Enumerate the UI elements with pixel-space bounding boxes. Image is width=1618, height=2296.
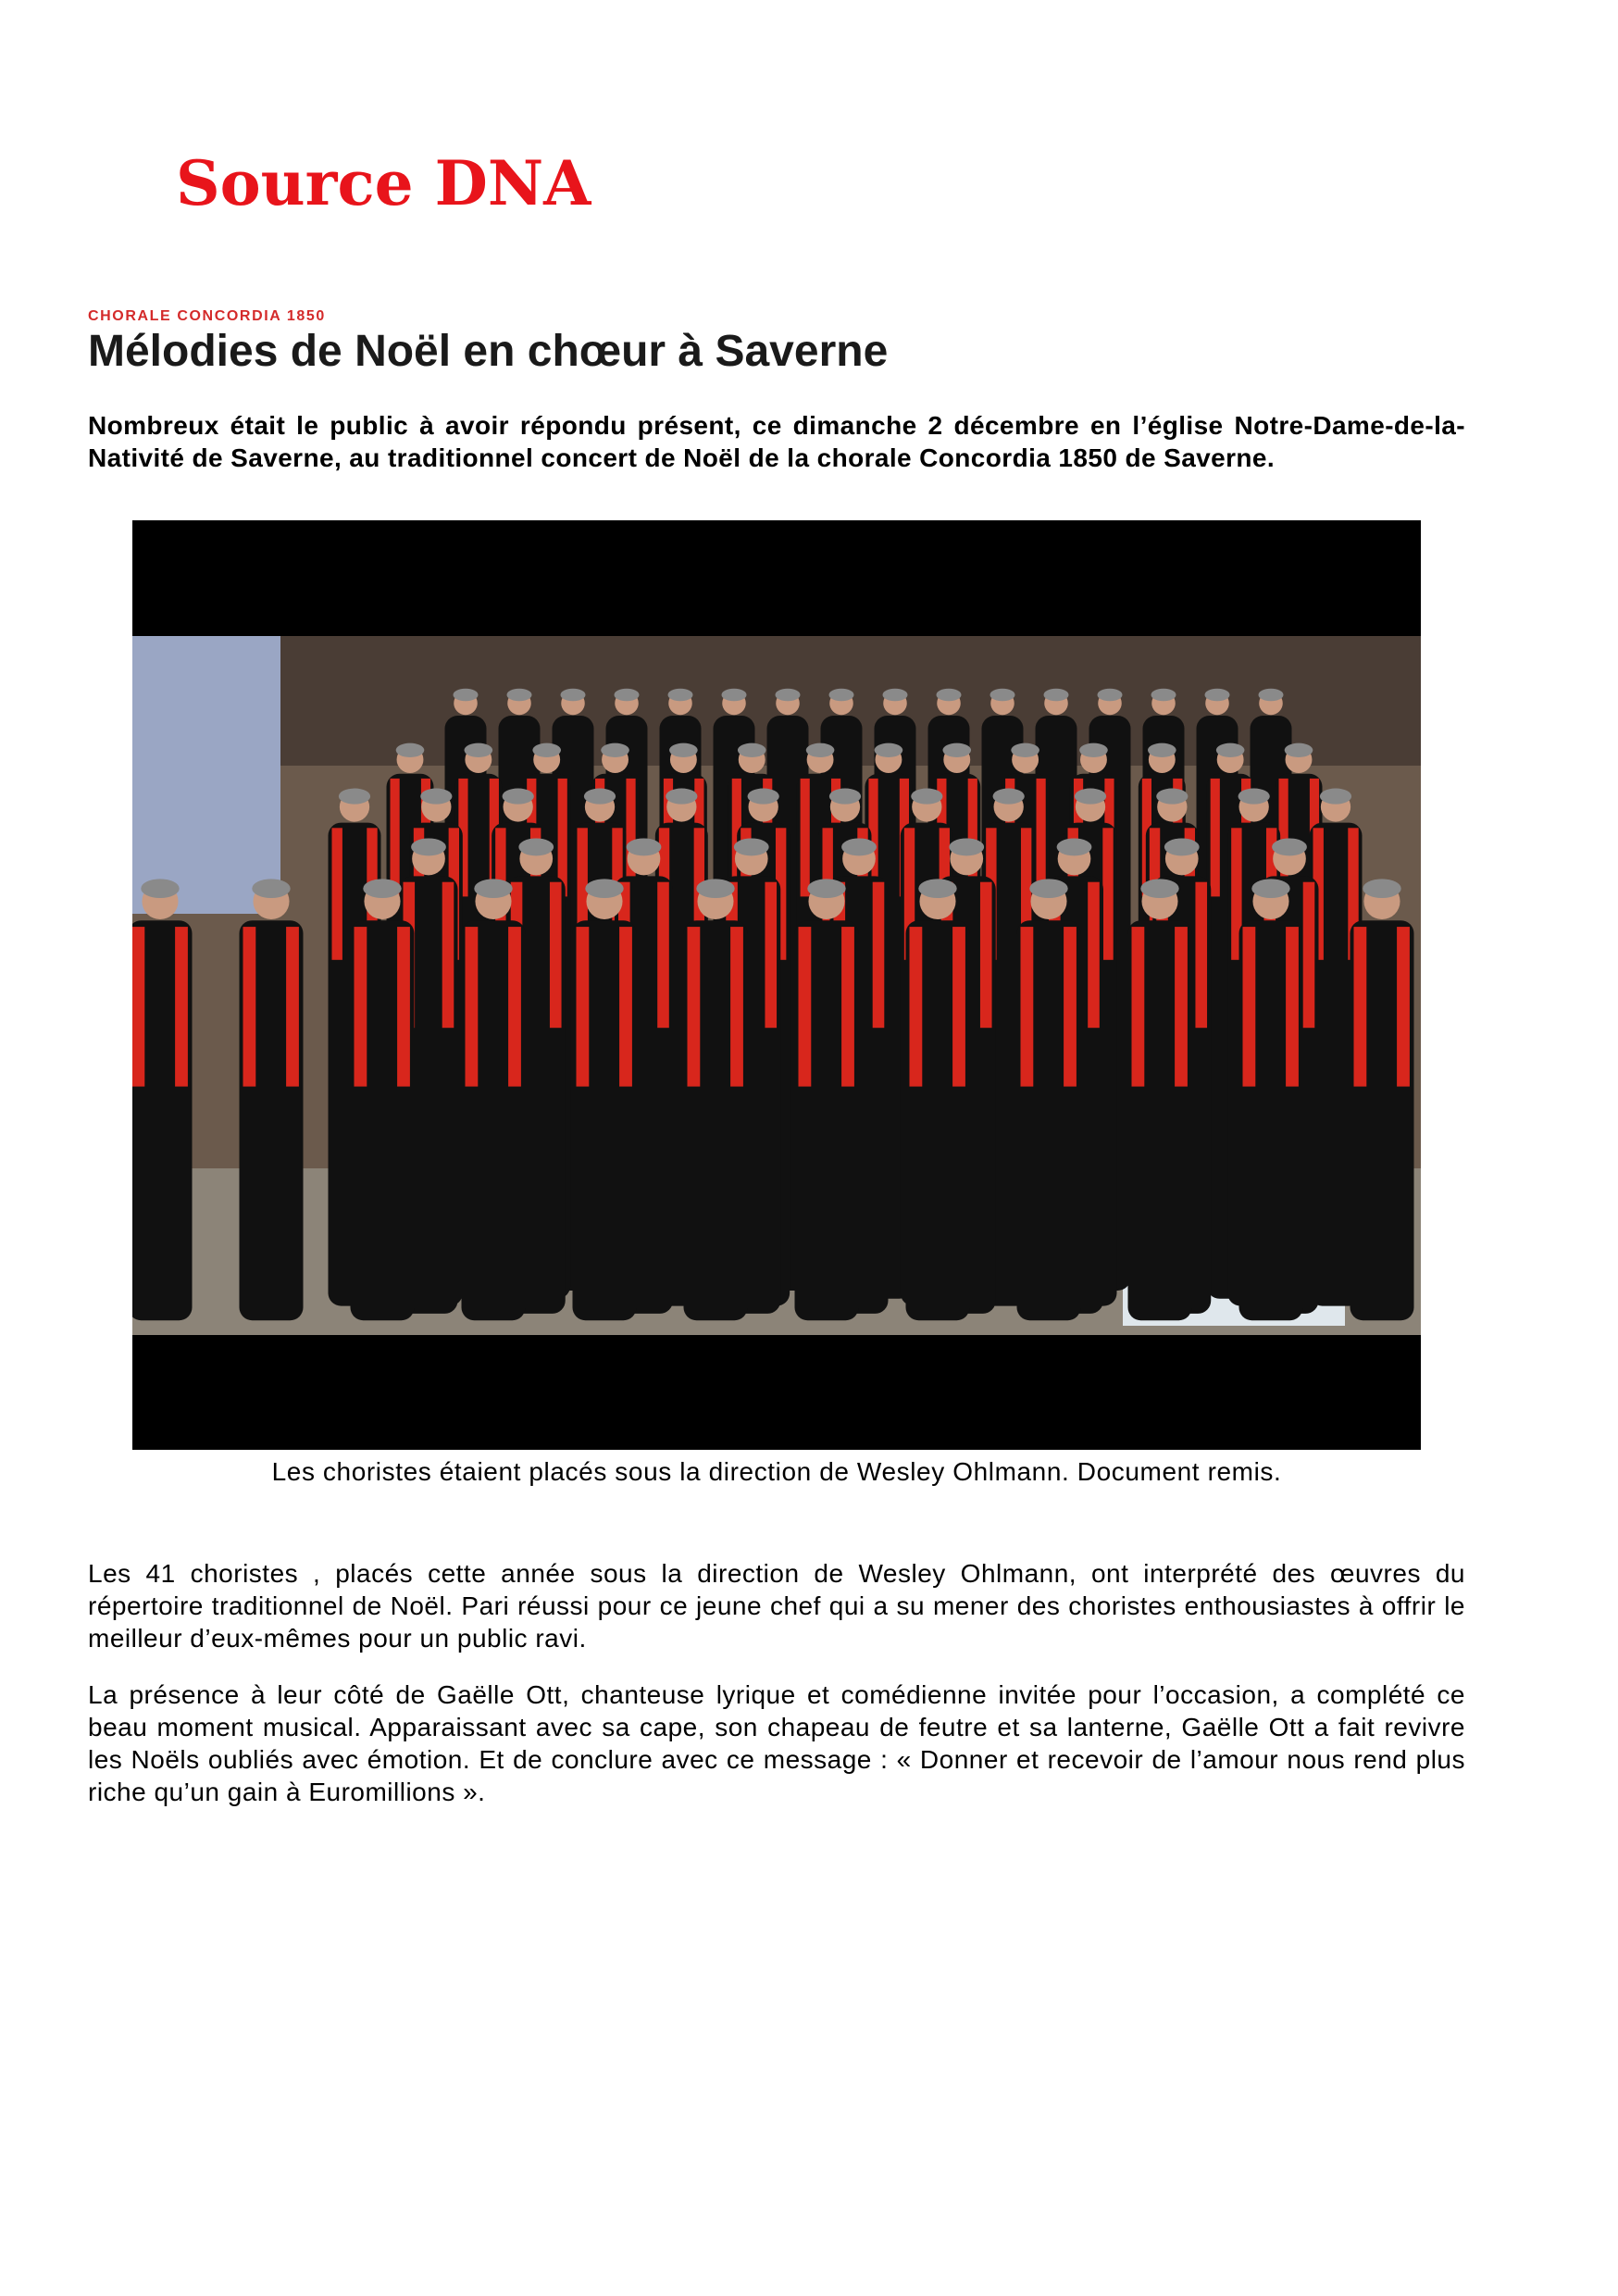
choir-member-hair <box>993 789 1025 805</box>
red-scarf <box>1037 779 1046 897</box>
red-scarf <box>1286 927 1299 1087</box>
choir-member-hair <box>942 743 971 757</box>
choir-member-hair <box>1259 689 1284 702</box>
choir-member-hair <box>1075 789 1106 805</box>
red-scarf <box>175 927 188 1087</box>
choir-member-hair <box>918 879 956 898</box>
red-scarf <box>657 882 669 1028</box>
choir-member-hair <box>937 689 962 702</box>
choir-member-hair <box>1363 879 1400 898</box>
article-kicker: CHORALE CONCORDIA 1850 <box>88 308 326 324</box>
choir-member-hair <box>585 879 623 898</box>
choir-member-hair <box>734 838 769 855</box>
choir-member-hair <box>1079 743 1108 757</box>
red-scarf <box>243 927 256 1087</box>
choir-member-hair <box>363 879 401 898</box>
choir-member-hair <box>669 743 698 757</box>
red-scarf <box>1397 927 1410 1087</box>
choir-member-hair <box>507 689 532 702</box>
choir-member-hair <box>806 743 835 757</box>
red-scarf <box>355 927 367 1087</box>
choir-member-hair <box>454 689 479 702</box>
choir-member-hair <box>339 789 370 805</box>
choir-member-hair <box>518 838 554 855</box>
choir-member-hair <box>1151 689 1176 702</box>
choir-member-hair <box>875 743 903 757</box>
red-scarf <box>619 927 632 1087</box>
choir-member-hair <box>911 789 942 805</box>
choir-member-hair <box>584 789 616 805</box>
red-scarf <box>730 927 743 1087</box>
choir-member-hair <box>668 689 693 702</box>
choir-member-hair <box>1098 689 1123 702</box>
choir-member-hair <box>738 743 766 757</box>
choir-member-hair <box>503 789 534 805</box>
choir-member-hair <box>1011 743 1039 757</box>
red-scarf <box>799 927 812 1087</box>
red-scarf <box>577 927 590 1087</box>
choir-member-hair <box>615 689 640 702</box>
choir-member-hair <box>1156 789 1188 805</box>
red-scarf <box>980 882 992 1028</box>
red-scarf <box>873 882 885 1028</box>
choir-member-hair <box>627 838 662 855</box>
choir-member-hair <box>841 838 877 855</box>
photo-caption: Les choristes étaient placés sous la direction de Wesley Ohlmann. Document remis. <box>271 1457 1282 1486</box>
red-scarf <box>1354 927 1367 1087</box>
red-scarf <box>1303 882 1315 1028</box>
choir-member-hair <box>411 838 446 855</box>
red-scarf <box>1211 779 1220 897</box>
choir-member-hair <box>883 689 908 702</box>
choir-member-hair <box>666 789 697 805</box>
choir-member-hair <box>1285 743 1313 757</box>
red-scarf <box>132 927 144 1087</box>
choir-member-hair <box>1205 689 1230 702</box>
choir-member-hair <box>465 743 493 757</box>
choir-photo <box>132 520 1421 1450</box>
red-scarf <box>1102 828 1113 960</box>
choir-member-hair <box>949 838 984 855</box>
red-scarf <box>841 927 854 1087</box>
article-title: Mélodies de Noël en chœur à Saverne <box>88 327 889 376</box>
choir-member-hair <box>420 789 452 805</box>
choir-member-hair <box>532 743 561 757</box>
banner <box>132 636 280 914</box>
red-scarf <box>765 882 777 1028</box>
choir-member-hair <box>748 789 779 805</box>
red-scarf <box>508 927 521 1087</box>
choir-member-hair <box>252 879 290 898</box>
choir-member-hair <box>601 743 629 757</box>
red-scarf <box>332 828 342 960</box>
choir-member-hair <box>141 879 179 898</box>
red-scarf <box>466 927 479 1087</box>
red-scarf <box>801 779 810 897</box>
red-scarf <box>1175 927 1188 1087</box>
article-paragraph: Les 41 choristes , placés cette année sous la direction de Wesley Ohlmann, ont interprété des œuvres du répertoire traditionnel de Noël. Pari réussi pour ce jeune chef qui a su mener des choristes enthousiastes à offrir le meilleur d’eux-mêmes pour un public ravi. <box>88 1559 1465 1653</box>
choir-member-hair <box>807 879 845 898</box>
choir-photo-image <box>132 520 1421 1450</box>
choir-member-hair <box>1140 879 1178 898</box>
red-scarf <box>391 779 400 897</box>
red-scarf <box>550 882 562 1028</box>
source-label: Source DNA <box>176 147 591 219</box>
red-scarf <box>442 882 454 1028</box>
choir-member-hair <box>561 689 586 702</box>
choir-member-hair <box>829 789 861 805</box>
choir-member-hair <box>1320 789 1351 805</box>
choir-member-hair <box>829 689 854 702</box>
choir-member-hair <box>696 879 734 898</box>
choir-member-hair <box>1272 838 1307 855</box>
red-scarf <box>1064 927 1077 1087</box>
choir-member-hair <box>990 689 1015 702</box>
choir-member-hair <box>1238 789 1270 805</box>
choir-member-hair <box>722 689 747 702</box>
choir-member-hair <box>1029 879 1067 898</box>
red-scarf <box>1021 927 1034 1087</box>
red-scarf <box>1088 882 1100 1028</box>
choir-member-hair <box>396 743 425 757</box>
choir-member-hair <box>1148 743 1176 757</box>
red-scarf <box>1132 927 1145 1087</box>
article-paragraph: La présence à leur côté de Gaëlle Ott, chanteuse lyrique et comédienne invitée pour l’occasion, a complété ce beau moment musical. Apparaissant avec sa cape, son chapeau de feutre et sa lanterne, Gaëlle Ott a fait revivre les Noëls oubliés avec émotion. Et de conclure avec ce message : « Donner et recevoir de l’amour nous rend plus riche qu’un gain à Euromillions ». <box>88 1680 1465 1806</box>
choir-member-hair <box>1251 879 1289 898</box>
red-scarf <box>1195 882 1207 1028</box>
red-scarf <box>286 927 299 1087</box>
choir-member-hair <box>474 879 512 898</box>
red-scarf <box>397 927 410 1087</box>
red-scarf <box>910 927 923 1087</box>
choir-member-hair <box>1164 838 1200 855</box>
choir-member-hair <box>776 689 801 702</box>
red-scarf <box>688 927 701 1087</box>
red-scarf <box>952 927 965 1087</box>
choir-member-hair <box>1057 838 1092 855</box>
red-scarf <box>1243 927 1256 1087</box>
choir-member-hair <box>1216 743 1245 757</box>
article-lead: Nombreux était le public à avoir répondu présent, ce dimanche 2 décembre en l’église Notre-Dame-de-la-Nativité de Saverne, au traditionnel concert de Noël de la chorale Concordia 1850 de Saverne. <box>88 411 1465 472</box>
choir-member-hair <box>1044 689 1069 702</box>
